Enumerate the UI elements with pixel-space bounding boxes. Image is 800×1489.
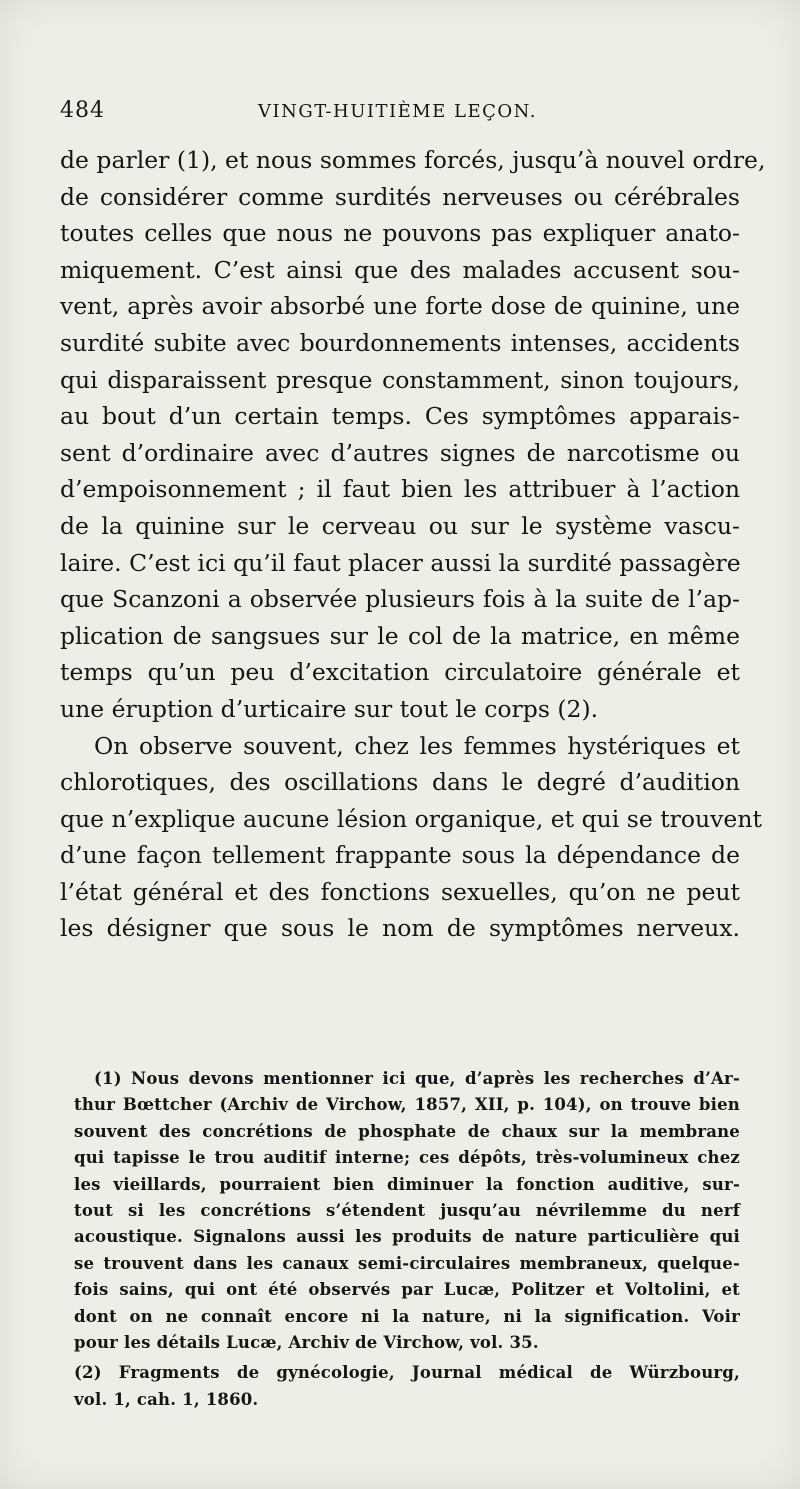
footnote-line: (2) Fragments de gynécologie, Journal médical de Würzbourg, — [74, 1363, 740, 1383]
text-line: qui disparaissent presque constamment, sinon toujours, — [60, 365, 740, 394]
running-head: VINGT-HUITIÈME LEÇON. — [258, 101, 537, 122]
text-line: On observe souvent, chez les femmes hystériques et — [94, 731, 740, 760]
footnote-line: souvent des concrétions de phosphate de chaux sur la membrane — [74, 1121, 740, 1141]
footnote-line: (1) Nous devons mentionner ici que, d’après les recherches d’Ar- — [94, 1069, 740, 1088]
footnotes — [74, 1066, 740, 1413]
text-line: au bout d’un certain temps. Ces symptômes apparais- — [60, 402, 740, 431]
text-line: surdité subite avec bourdonnements intenses, accidents — [60, 328, 740, 357]
text-line: toutes celles que nous ne pouvons pas expliquer anato- — [60, 219, 740, 248]
footnote-line: thur Bœttcher (Archiv de Virchow, 1857, XII, p. 104), on trouve bien — [74, 1095, 740, 1115]
footnote-line: tout si les concrétions s’étendent jusqu’au névrilemme du nerf — [74, 1200, 740, 1220]
footnote-line: les vieillards, pourraient bien diminuer la fonction auditive, sur- — [74, 1174, 740, 1194]
footnote-line: fois sains, qui ont été observés par Lucæ, Politzer et Voltolini, et — [74, 1280, 740, 1300]
footnote-line: dont on ne connaît encore ni la nature, ni la signification. Voir — [74, 1306, 740, 1326]
text-line: laire. C’est ici qu’il faut placer aussi la surdité passagère — [60, 548, 741, 577]
text-line: une éruption d’urticaire sur tout le corps (2). — [60, 694, 599, 723]
footnote-line: pour les détails Lucæ, Archiv de Virchow, vol. 35. — [74, 1332, 539, 1352]
text-line: plication de sangsues sur le col de la matrice, en même — [60, 621, 740, 650]
footnote-line: vol. 1, cah. 1, 1860. — [74, 1389, 259, 1409]
text-line: chlorotiques, des oscillations dans le degré d’audition — [60, 768, 740, 797]
text-line: que n’explique aucune lésion organique, et qui se trouvent — [60, 804, 762, 833]
text-line: temps qu’un peu d’excitation circulatoire générale et — [60, 658, 740, 687]
text-line: de parler (1), et nous sommes forcés, jusqu’à nouvel ordre, — [60, 146, 766, 174]
text-line: vent, après avoir absorbé une forte dose de quinine, une — [60, 292, 740, 321]
text-line: de considérer comme surdités nerveuses ou cérébrales — [60, 182, 740, 211]
text-line: de la quinine sur le cerveau ou sur le système vascu- — [60, 511, 740, 540]
text-line: miquement. C’est ainsi que des malades accusent sou- — [60, 255, 740, 284]
text-line: d’empoisonnement ; il faut bien les attribuer à l’action — [60, 475, 740, 504]
footnote-line: se trouvent dans les canaux semi-circulaires membraneux, quelque- — [74, 1253, 740, 1273]
main-text — [60, 142, 766, 947]
footnote-line: acoustique. Signalons aussi les produits de nature particulière qui — [74, 1227, 740, 1247]
text-line: que Scanzoni a observée plusieurs fois à la suite de l’ap- — [60, 585, 740, 614]
text-line: l’état général et des fonctions sexuelles, qu’on ne peut — [60, 877, 740, 906]
page-header — [60, 96, 740, 126]
text-line: les désigner que sous le nom de symptômes nerveux. — [60, 914, 740, 943]
page-number: 484 — [60, 98, 105, 123]
text-line: d’une façon tellement frappante sous la dépendance de — [60, 841, 740, 870]
footnote-line: qui tapisse le trou auditif interne; ces dépôts, très-volumineux chez — [74, 1148, 740, 1168]
text-line: sent d’ordinaire avec d’autres signes de narcotisme ou — [60, 438, 740, 467]
